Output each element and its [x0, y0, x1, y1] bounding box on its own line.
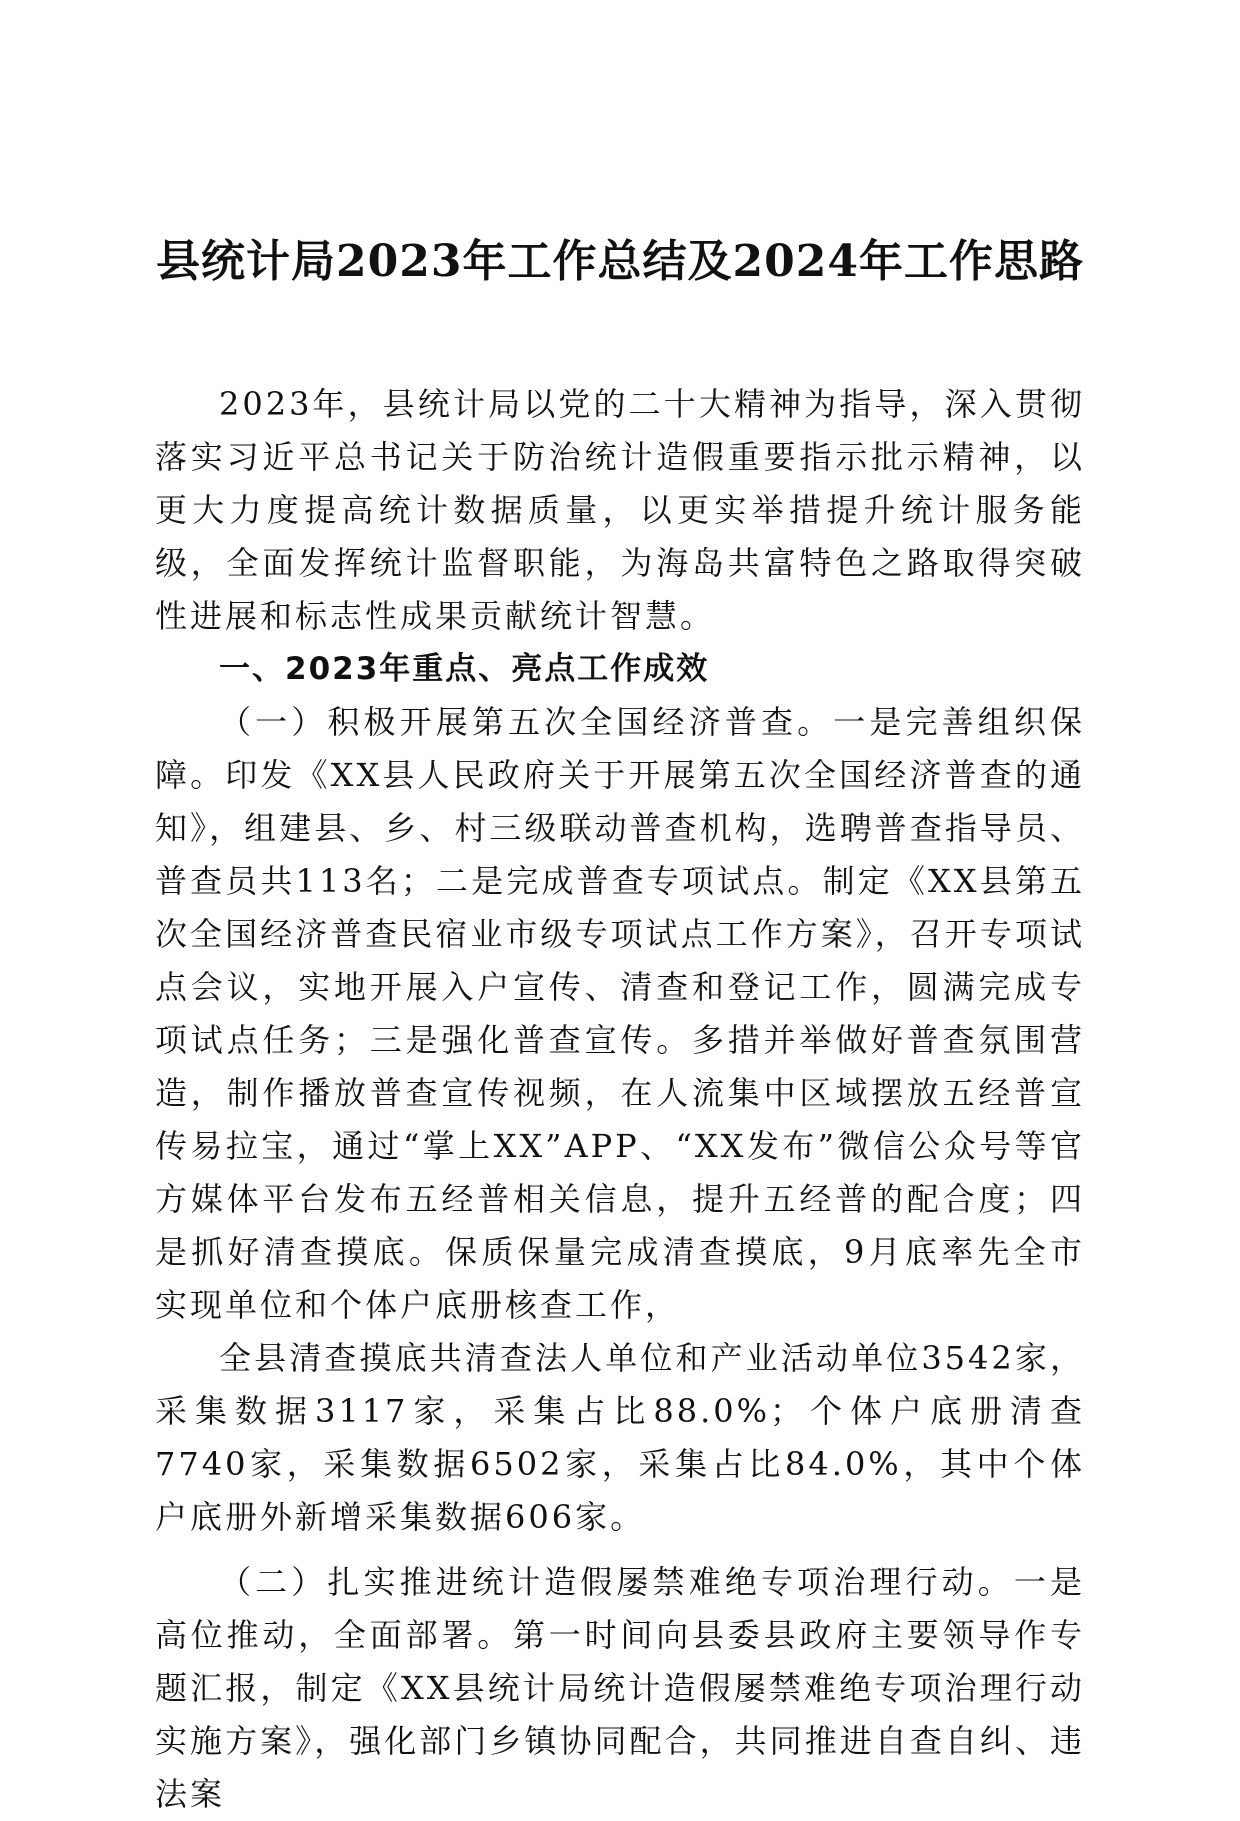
item-2-paragraph: （二）扎实推进统计造假屡禁难绝专项治理行动。一是高位推动，全面部署。第一时间向县委县政府主要领导作专题汇报，制定《XX县统计局统计造假屡禁难绝专项治理行动实施方案》，强化部门乡镇协同配合，共同推进自查自纠、违法案: [155, 1563, 1085, 1813]
intro-paragraph: 2023年，县统计局以党的二十大精神为指导，深入贯彻落实习近平总书记关于防治统计造假重要指示批示精神，以更大力度提高统计数据质量，以更实举措提升统计服务能级，全面发挥统计监督职能，为海岛共富特色之路取得突破性进展和标志性成果贡献统计智慧。: [155, 385, 1085, 635]
document-title: 县统计局2023年工作总结及2024年工作思路: [156, 236, 1084, 287]
item-1-data-paragraph: 全县清查摸底共清查法人单位和产业活动单位3542家，采集数据3117家，采集占比88.0%；个体户底册清查7740家，采集数据6502家，采集占比84.0%，其中个体户底册外新增采集数据606家。: [155, 1339, 1085, 1536]
section-heading-1: 一、2023年重点、亮点工作成效: [219, 651, 710, 687]
item-1-paragraph: （一）积极开展第五次全国经济普查。一是完善组织保障。印发《XX县人民政府关于开展第五次全国经济普查的通知》，组建县、乡、村三级联动普查机构，选聘普查指导员、普查员共113名；二是完成普查专项试点。制定《XX县第五次全国经济普查民宿业市级专项试点工作方案》，召开专项试点会议，实地开展入户宣传、清查和登记工作，圆满完成专项试点任务；三是强化普查宣传。多措并举做好普查氛围营造，制作播放普查宣传视频，在人流集中区域摆放五经普宣传易拉宝，通过“掌上XX”APP、“XX发布”微信公众号等官方媒体平台发布五经普相关信息，提升五经普的配合度；四是抓好清查摸底。保质保量完成清查摸底，9月底率先全市实现单位和个体户底册核查工作，: [155, 703, 1085, 1324]
document-body: [155, 378, 1085, 1821]
